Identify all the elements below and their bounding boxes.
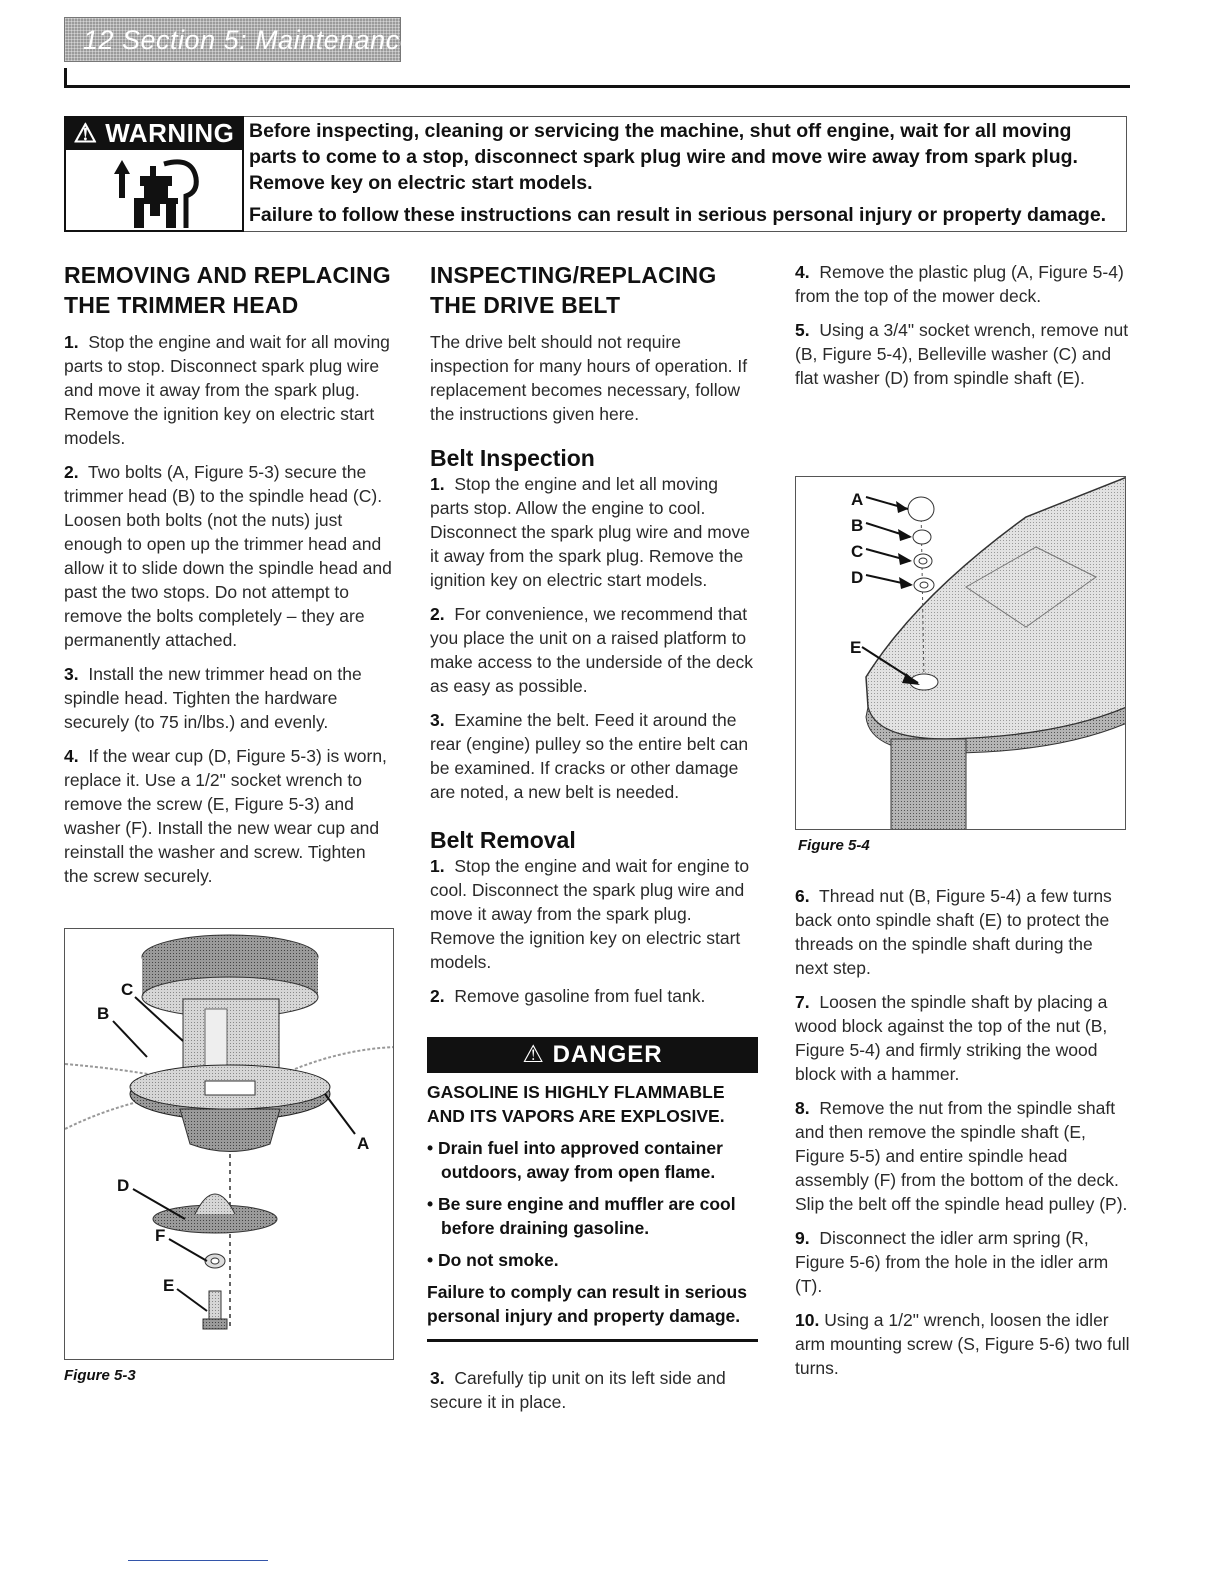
step-text: Examine the belt. Feed it around the rear (engine) pulley so the entire belt can be examined. If cracks or other damage are noted, a new belt is needed. bbox=[430, 710, 749, 802]
step-text: Two bolts (A, Figure 5-3) secure the trimmer head (B) to the spindle head (C). Loosen both bolts (not the nuts) just enough to open up the trimmer head and allow it to slide down the spindle head and past the two stops. Do not attempt to remove the bolts completely – they are permanently attached. bbox=[64, 462, 392, 650]
step-item bbox=[430, 472, 760, 592]
warning-triangle-icon: ⚠ bbox=[73, 118, 98, 148]
step-item bbox=[795, 1096, 1130, 1216]
step-text: Stop the engine and wait for engine to cool. Disconnect the spark plug wire and move it away from the spark plug. Remove the ignition key on electric start models. bbox=[430, 856, 750, 972]
step-number: 3. bbox=[430, 1368, 445, 1388]
step-item bbox=[64, 744, 394, 888]
step-number: 5. bbox=[795, 320, 810, 340]
danger-triangle-icon: ⚠ bbox=[522, 1041, 545, 1068]
step-item bbox=[430, 984, 760, 1008]
step-text: Using a 1/2" wrench, loosen the idler arm mounting screw (S, Figure 5-6) two full turns. bbox=[795, 1310, 1130, 1378]
step-number: 2. bbox=[64, 462, 79, 482]
step-item bbox=[64, 460, 394, 652]
intro-paragraph: The drive belt should not require inspection for many hours of operation. If replacement becomes necessary, follow the instructions given here. bbox=[430, 332, 748, 424]
step-item bbox=[430, 708, 760, 804]
warning-consequence: Failure to follow these instructions can result in serious personal injury or property damage. bbox=[249, 204, 1107, 226]
danger-bullet: • Be sure engine and muffler are cool before draining gasoline. bbox=[427, 1194, 736, 1238]
step-item bbox=[64, 330, 394, 450]
step-text: Stop the engine and let all moving parts stop. Allow the engine to cool. Disconnect the spark plug wire and move it away from the spark plug. Remove the ignition key on electric start models. bbox=[430, 474, 751, 590]
figure-label-d: D bbox=[851, 568, 864, 587]
figure-label-e: E bbox=[163, 1276, 175, 1295]
warning-badge-label: WARNING bbox=[105, 118, 235, 148]
step-item bbox=[795, 1226, 1130, 1298]
heading-belt-inspection: Belt Inspection bbox=[430, 445, 595, 471]
step-text: Using a 3/4" socket wrench, remove nut (B, Figure 5-4), Belleville washer (C) and flat washer (D) from spindle shaft (E). bbox=[795, 320, 1129, 388]
warning-instructions: Before inspecting, cleaning or servicing the machine, shut off engine, wait for all moving parts to come to a stop, disconnect spark plug wire and move wire away from spark plug. Remove key on electric start models. bbox=[249, 120, 1078, 194]
step-item bbox=[430, 1366, 760, 1424]
figure-label-b: B bbox=[97, 1004, 110, 1023]
warning-text bbox=[249, 118, 1119, 228]
step-number: 4. bbox=[64, 746, 79, 766]
danger-badge bbox=[427, 1037, 758, 1073]
step-number: 9. bbox=[795, 1228, 810, 1248]
figure-label-e: E bbox=[850, 638, 862, 657]
step-item bbox=[795, 990, 1130, 1086]
figure-label-c: C bbox=[121, 980, 134, 999]
heading-line: THE DRIVE BELT bbox=[430, 292, 621, 318]
step-text: Remove the nut from the spindle shaft and then remove the spindle shaft (E, Figure 5-5) and entire spindle head assembly (F) from the bottom of the deck. Slip the belt off the spindle head pulley (P). bbox=[795, 1098, 1128, 1214]
figure-label-d: D bbox=[117, 1176, 130, 1195]
heading-line: REMOVING AND REPLACING bbox=[64, 262, 391, 288]
figure-5-3 bbox=[64, 928, 394, 1360]
column-spindle-removal bbox=[795, 260, 1130, 400]
step-number: 1. bbox=[64, 332, 79, 352]
step-number: 3. bbox=[64, 664, 79, 684]
heading-line: THE TRIMMER HEAD bbox=[64, 292, 299, 318]
step-number: 1. bbox=[430, 856, 445, 876]
step-text: Install the new trimmer head on the spindle head. Tighten the hardware securely (to 75 in/lbs.) and evenly. bbox=[64, 664, 362, 732]
danger-badge-label: DANGER bbox=[552, 1041, 663, 1068]
heading-inspecting-drive-belt bbox=[430, 260, 760, 320]
step-text: Carefully tip unit on its left side and secure it in place. bbox=[430, 1368, 726, 1412]
step-text: Loosen the spindle shaft by placing a wood block against the top of the nut (B, Figure 5-4) and firmly striking the wood block with a hammer. bbox=[795, 992, 1108, 1084]
step-number: 2. bbox=[430, 986, 445, 1006]
step-number: 3. bbox=[430, 710, 445, 730]
figure-label-f: F bbox=[155, 1226, 166, 1245]
figure-label-c: C bbox=[851, 542, 864, 561]
figure-label-a: A bbox=[851, 490, 864, 509]
figure-5-4-caption: Figure 5-4 bbox=[798, 837, 870, 854]
column-spindle-removal-continued bbox=[795, 884, 1130, 1390]
step-text: Thread nut (B, Figure 5-4) a few turns back onto spindle shaft (E) to protect the threads on the spindle shaft during the next step. bbox=[795, 886, 1112, 978]
step-text: Remove the plastic plug (A, Figure 5-4) from the top of the mower deck. bbox=[795, 262, 1124, 306]
column-trimmer-head bbox=[64, 260, 394, 898]
figure-5-4 bbox=[795, 476, 1126, 830]
step-number: 6. bbox=[795, 886, 810, 906]
danger-bullet: • Do not smoke. bbox=[427, 1250, 559, 1270]
danger-divider bbox=[427, 1339, 758, 1342]
step-text: Remove gasoline from fuel tank. bbox=[454, 986, 706, 1006]
warning-badge bbox=[66, 116, 242, 150]
step-text: Disconnect the idler arm spring (R, Figure 5-6) from the hole in the idler arm (T). bbox=[795, 1228, 1109, 1296]
step-item bbox=[795, 1308, 1130, 1380]
step-item bbox=[430, 602, 760, 698]
figure-label-b: B bbox=[851, 516, 864, 535]
step-item bbox=[795, 884, 1130, 980]
step-item bbox=[64, 662, 394, 734]
step-item bbox=[795, 260, 1130, 308]
footer-divider bbox=[128, 1560, 268, 1561]
trimmer-head-illustration bbox=[65, 929, 394, 1360]
figure-label-a: A bbox=[357, 1134, 370, 1153]
step-number: 10. bbox=[795, 1310, 820, 1330]
danger-headline: GASOLINE IS HIGHLY FLAMMABLE AND ITS VAPORS ARE EXPLOSIVE. bbox=[427, 1082, 725, 1126]
step-number: 4. bbox=[795, 262, 810, 282]
mower-deck-spindle-illustration bbox=[796, 477, 1126, 830]
step-item bbox=[795, 318, 1130, 390]
danger-body bbox=[427, 1080, 758, 1336]
step-number: 1. bbox=[430, 474, 445, 494]
danger-footer: Failure to comply can result in serious personal injury and property damage. bbox=[427, 1282, 747, 1326]
danger-bullet: • Drain fuel into approved container outdoors, away from open flame. bbox=[427, 1138, 723, 1182]
header-divider bbox=[64, 85, 1130, 88]
step-text: Stop the engine and wait for all moving parts to stop. Disconnect spark plug wire and move it away from the spark plug. Remove the ignition key on electric start models. bbox=[64, 332, 390, 448]
column-drive-belt bbox=[430, 260, 760, 1018]
step-text: If the wear cup (D, Figure 5-3) is worn, replace it. Use a 1/2" socket wrench to remove the screw (E, Figure 5-3) and washer (F). Install the new wear cup and reinstall the washer and screw. Tighten the screw securely. bbox=[64, 746, 387, 886]
step-number: 8. bbox=[795, 1098, 810, 1118]
heading-line: INSPECTING/REPLACING bbox=[430, 262, 717, 288]
step-text: For convenience, we recommend that you place the unit on a raised platform to make access to the underside of the deck as easy as possible. bbox=[430, 604, 753, 696]
disconnect-spark-plug-icon bbox=[100, 152, 210, 230]
figure-5-3-caption: Figure 5-3 bbox=[64, 1367, 136, 1384]
heading-removing-trimmer-head bbox=[64, 260, 394, 320]
heading-belt-removal: Belt Removal bbox=[430, 827, 576, 853]
step-number: 7. bbox=[795, 992, 810, 1012]
step-item bbox=[430, 854, 760, 974]
step-number: 2. bbox=[430, 604, 445, 624]
section-header-tab: 12 Section 5: Maintenance bbox=[64, 17, 401, 62]
